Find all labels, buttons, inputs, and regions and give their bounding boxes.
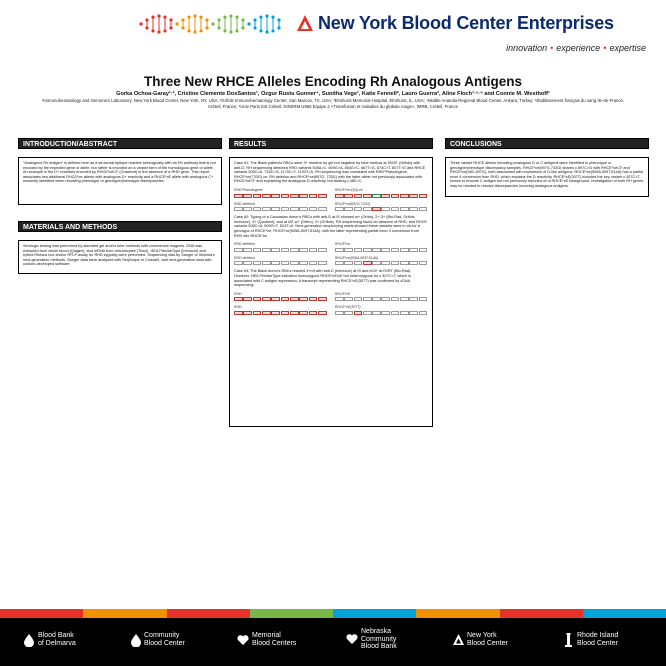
stripe-segment [500,609,583,618]
dna-node [271,29,274,32]
exon-box [262,311,271,315]
exon-box [281,297,290,301]
exon-box [253,207,262,211]
exon-box [309,297,318,301]
triangle-logo-icon [452,633,465,646]
exon-box [281,261,290,265]
dna-node [247,22,250,25]
case-text: Case #2: Typing of a Caucasian donor's RBCs with anti-D at IS showed w+ (Ortho), 2+-3+ (Bio-Rad, Grifols, Immucor), 4+ (Quotient), and at IAT w+ (Ortho), 4+ (Grifols). RH sequencing found an absence of RHD, and RHCE variants 505C>A, 509G>T, 514T>A. Next-generation sequencing reads showed these variants were in cis for a genotype of RHCE*ce, RHCE*ce(505A,509T,514A), with the latter representing partial exon 4 conversion from RHD into RHCE*ce. [234,215,427,238]
dna-node [199,15,202,18]
exon-box [363,261,372,265]
exon-box [344,248,353,252]
allele-label: RHD deletion [234,242,255,247]
exon-box [335,207,344,211]
section-heading-results: RESULTS [229,138,433,149]
gene-exons [234,297,327,301]
intro-box [18,157,222,205]
poster-header [0,0,666,70]
exon-box [363,207,372,211]
exon-box [281,207,290,211]
exon-box [253,248,262,252]
dna-node [163,15,166,18]
conclusions-text: Three variant RHCE alleles encoding analogous D or C antigens were identified in phenotype or genotype/phenotype discrepancy samples. RHCE*ce(697G,733G) shares c.697C>G with RHCE*ceCF and RHCE*ce(48C,697G), both associated with expression of D-like antigens. RHCE*ce(505A,509T,514A) has a partial exon 4 conversion from RHD, which explains the D reactivity. RHCE*cE(307T) includes the key variant c.307C>T, known to encode C antigen but not previously reported on a RHCE*cE background. Investigation of both RH genes may be needed to resolve discrepancies involving analogous antigens. [450,161,644,188]
exon-box [299,311,308,315]
allele-label: RHCE*ce(505A,509T,514A) [334,255,379,260]
dna-node [157,30,160,33]
exon-box [281,311,290,315]
exon-box [234,207,243,211]
gene-exons [335,248,428,252]
exon-box [309,194,318,198]
partner-name: Memorial Blood Centers [252,632,297,647]
allele-label: RHCE*cE [334,291,351,296]
heart-icon [236,633,250,647]
exon-box [290,248,299,252]
exon-box [344,311,353,315]
exon-box [391,194,400,198]
exon-box [354,311,363,315]
exon-box [419,261,428,265]
exon-box [234,248,243,252]
tagline-word: experience [556,43,601,53]
exon-box [400,194,409,198]
poster-title: Three New RHCE Alleles Encoding Rh Analogous Antigens [143,74,523,89]
dna-node [211,22,214,25]
exon-box [271,207,280,211]
exon-box [262,207,271,211]
exon-box [299,194,308,198]
gene-exons [234,261,327,265]
partner-logo [562,632,618,647]
exon-box [354,297,363,301]
tagline: innovation • experience • expertise [506,43,646,53]
tagline-word: expertise [609,43,646,53]
section-heading-conclusions: CONCLUSIONS [445,138,649,149]
gene-exons [234,207,327,211]
allele-label: RHD*Pseudogene [234,187,263,192]
gene-exons [335,311,428,315]
exon-box [243,248,252,252]
dna-node [229,14,232,17]
gene-exons [234,311,327,315]
intro-text: "Analogous Rh antigen" is defined here as a structural epitope reactive serologically with an Rh antibody that is not encoded by the expected gene or allele, but rather is encoded on a variant form of the homologous gene or allele. An example is the D+ reactivity encoded by RHCE*ceCF (Crawford) in the absence of a RHD gene. This report associates two additional RHCE*ce alleles with analogous D+ reactivity and a RHCE*cE allele with analogous C+ reactivity identified when resolving phenotype or genotype/phenotype discrepancies. [23,161,216,184]
exon-box [363,311,372,315]
heart-icon [345,632,359,646]
exon-box [409,297,418,301]
exon-box [318,261,327,265]
exon-box [372,194,381,198]
dna-node [277,26,280,29]
exon-box [253,261,262,265]
partner-name: Community Blood Center [144,632,185,647]
exon-box [391,261,400,265]
exon-box [243,261,252,265]
exon-box [243,297,252,301]
exon-box [243,194,252,198]
poster-authors: Gorka Ochoa-Garay¹·², Cristine Clemente DosSantos¹, Ozgur Rustu Gunner⁴, Sunitha Vege¹, Katie Fennell², Lauro Guerra², Aline Floch¹·⁵·⁶ and Connie M. Westhoff¹ [116,91,550,97]
stripe-segment [0,609,83,618]
dna-node [151,15,154,18]
dna-node [241,26,244,29]
dna-node [259,29,262,32]
dna-node [187,29,190,32]
exon-box [409,261,418,265]
exon-box [335,194,344,198]
exon-box [290,311,299,315]
gene-diagram [234,248,428,252]
exon-box [409,311,418,315]
exon-box [372,311,381,315]
exon-box [234,194,243,198]
methods-text: Serologic testing was performed by standard gel and/or tube methods with commercial reagents. DNA was extracted from whole blood (Qiagen), and mRNA from reticulocytes (Trizol). HEA PreciseType (Immucor) and hybrid Rhesus box and/or RFLP assay for RHD zygosity were performed. Sequencing was by Sanger or Illumina's next-generation methods. Sanger data were analyzed with SeqScape or ClustalX, and next-generation data with custom-developed software. [23,244,215,267]
allele-label: RHD [234,305,242,310]
exon-box [253,311,262,315]
exon-box [243,311,252,315]
dna-node [217,18,220,21]
exon-box [271,297,280,301]
dna-node [205,18,208,21]
dna-node [259,15,262,18]
stripe-segment [83,609,166,618]
allele-label: RHCE*ce(697G,733G) [334,201,371,206]
exon-box [281,248,290,252]
exon-box [318,194,327,198]
exon-box [299,248,308,252]
tagline-word: innovation [506,43,548,53]
exon-box [335,297,344,301]
allele-label: RHCE*cE(307T) [334,305,361,310]
dna-node [151,29,154,32]
exon-box [271,248,280,252]
gene-exons [335,261,428,265]
exon-box [262,261,271,265]
section-heading-intro: INTRODUCTION/ABSTRACT [18,138,222,149]
exon-box [318,248,327,252]
exon-box [363,194,372,198]
dna-node [163,29,166,32]
lighthouse-icon [562,633,575,647]
exon-box [262,297,271,301]
exon-box [363,297,372,301]
dna-node [199,29,202,32]
exon-box [271,261,280,265]
exon-box [335,311,344,315]
exon-box [419,297,428,301]
conclusions-box [445,157,649,197]
dna-node [139,22,142,25]
allele-label: RHD deletion [234,201,255,206]
dna-node [223,15,226,18]
exon-box [290,261,299,265]
dna-node [145,26,148,29]
dna-node [235,29,238,32]
exon-box [381,207,390,211]
gene-diagram [234,297,428,301]
partner-logo [452,632,508,647]
partner-logo [345,628,397,651]
gene-diagram [234,207,428,211]
gene-exons [335,194,428,198]
exon-box [381,194,390,198]
exon-box [409,207,418,211]
dna-node [235,15,238,18]
case-text: Case #1: The Black patient's RBCs were 3+ reactive by gel but negative by tube method at IS/IAT (Grifols) with anti-D. RH sequencing detected RHD variants 505A>C, 609G>A, 654G>C, 667T>G, 674C>T, 807T>G and RHCE variants 505C>A, 733C>G, 1170C>T, 1193T>A. RH sequencing was consistent with RHD*Pseudogene, RHCE*ce(733G) ce. RH deletion and RHCE*ce(697G, 733G) with the latter allele not previously associated with RHCE*ceCF and explaining the analogous D reactivity, but lacking c.48C>C. [234,161,426,184]
dna-node [145,18,148,21]
dna-helix-logo-icon [137,12,287,36]
stripe-segment [583,609,666,618]
footer-partner-bar [0,618,666,666]
allele-label: RHCE*ce-D(5)-ce [334,187,363,192]
allele-label: RHD deletion [234,255,255,260]
stripe-segment [250,609,333,618]
exon-box [354,261,363,265]
exon-box [318,297,327,301]
dna-node [265,14,268,17]
gene-diagram [234,311,428,315]
partner-logo [130,632,185,647]
gene-diagram [234,194,428,198]
partner-logo [236,632,296,647]
exon-box [318,207,327,211]
result-case [234,269,428,315]
exon-box [409,248,418,252]
dna-node [271,15,274,18]
exon-box [354,194,363,198]
dna-node [181,18,184,21]
exon-box [372,297,381,301]
exon-box [419,248,428,252]
exon-box [271,311,280,315]
exon-box [419,311,428,315]
dna-node [241,18,244,21]
section-heading-methods: MATERIALS AND METHODS [18,221,222,232]
partner-name: Rhode Island Blood Center [577,632,619,647]
exon-box [400,297,409,301]
exon-box [290,207,299,211]
exon-box [391,207,400,211]
exon-box [290,194,299,198]
exon-box [309,261,318,265]
gene-exons [234,248,327,252]
exon-box [372,261,381,265]
exon-box [344,297,353,301]
case-text: Case #3: The Black donor's RBCs reacted 3+mf with anti-C (Immucor) at IS and m/3+ at IS/RT (Bio-Rad). However, HEA PreciseType indicated homozygous RHCE*cE/cE but heterozygous for c.307C>T, which is associated with C antigen expression. A transcript representing RHCE*cE(307T) was confirmed by cDNA sequencing. [234,269,412,288]
exon-box [344,261,353,265]
exon-box [391,248,400,252]
exon-box [354,248,363,252]
dna-node [217,26,220,29]
gene-exons [234,194,327,198]
dna-node [253,18,256,21]
footer-color-stripe [0,609,666,618]
result-case [234,161,428,211]
dna-node [193,30,196,33]
gene-diagram [234,261,428,265]
stripe-segment [167,609,250,618]
partner-logo [22,632,76,647]
dna-node [229,30,232,33]
exon-box [409,194,418,198]
exon-box [281,194,290,198]
exon-box [381,297,390,301]
gene-exons [335,297,428,301]
exon-box [391,311,400,315]
allele-label: RHD [234,291,242,296]
exon-box [290,297,299,301]
exon-box [309,311,318,315]
blood-drop-icon [130,633,142,647]
exon-box [309,207,318,211]
poster-affiliations: ¹Immunohematology and Genomics Laboratory, New York Blood Center, New York, NY, USA; ²Grifols Immunohematology Center, San Marcos, TX, USA; ³Elmhurst Memorial Hospital, Elmhurst, IL, USA; ⁴Middle Anatolia Regional Blood Center, Ankara, Turkey; ⁵Établissement français du sang Ile-de-France, Créteil, France; ⁶Univ Paris Est Créteil, INSERM U955 Equipe 2 «Transfusion et maladies du globule rouge», IMRB, Créteil, France [41,98,625,109]
dna-node [205,26,208,29]
exon-box [419,207,428,211]
result-case [234,215,428,265]
blood-drop-triangle-logo-icon [296,14,314,32]
exon-box [400,207,409,211]
allele-label: RHCE*ce [334,242,350,247]
partner-name: New York Blood Center [467,632,508,647]
exon-box [253,194,262,198]
exon-box [400,311,409,315]
exon-box [234,311,243,315]
dna-node [157,14,160,17]
dna-node [265,30,268,33]
results-box [229,157,433,427]
exon-box [381,261,390,265]
methods-box [18,240,222,274]
exon-box [299,261,308,265]
exon-box [400,248,409,252]
gene-exons [335,207,428,211]
dna-node [193,14,196,17]
dna-node [169,26,172,29]
exon-box [253,297,262,301]
exon-box [372,207,381,211]
exon-box [234,297,243,301]
exon-box [363,248,372,252]
dna-node [181,26,184,29]
exon-box [262,194,271,198]
exon-box [344,207,353,211]
exon-box [262,248,271,252]
stripe-segment [416,609,499,618]
partner-name: Nebraska Community Blood Bank [361,628,397,650]
exon-box [234,261,243,265]
exon-box [299,207,308,211]
exon-box [318,311,327,315]
exon-box [344,194,353,198]
dna-node [253,26,256,29]
dna-node [187,15,190,18]
exon-box [335,248,344,252]
stripe-segment [333,609,416,618]
exon-box [309,248,318,252]
exon-box [299,297,308,301]
exon-box [243,207,252,211]
exon-box [354,207,363,211]
exon-box [391,297,400,301]
dna-node [169,18,172,21]
exon-box [381,248,390,252]
exon-box [419,194,428,198]
exon-box [335,261,344,265]
dna-node [223,29,226,32]
dna-node [277,18,280,21]
exon-box [400,261,409,265]
exon-box [372,248,381,252]
partner-name: Blood Bank of Delmarva [38,632,76,647]
exon-box [381,311,390,315]
dna-node [175,22,178,25]
org-name: New York Blood Center Enterprises [318,13,614,33]
exon-box [271,194,280,198]
blood-drop-icon [22,633,36,647]
